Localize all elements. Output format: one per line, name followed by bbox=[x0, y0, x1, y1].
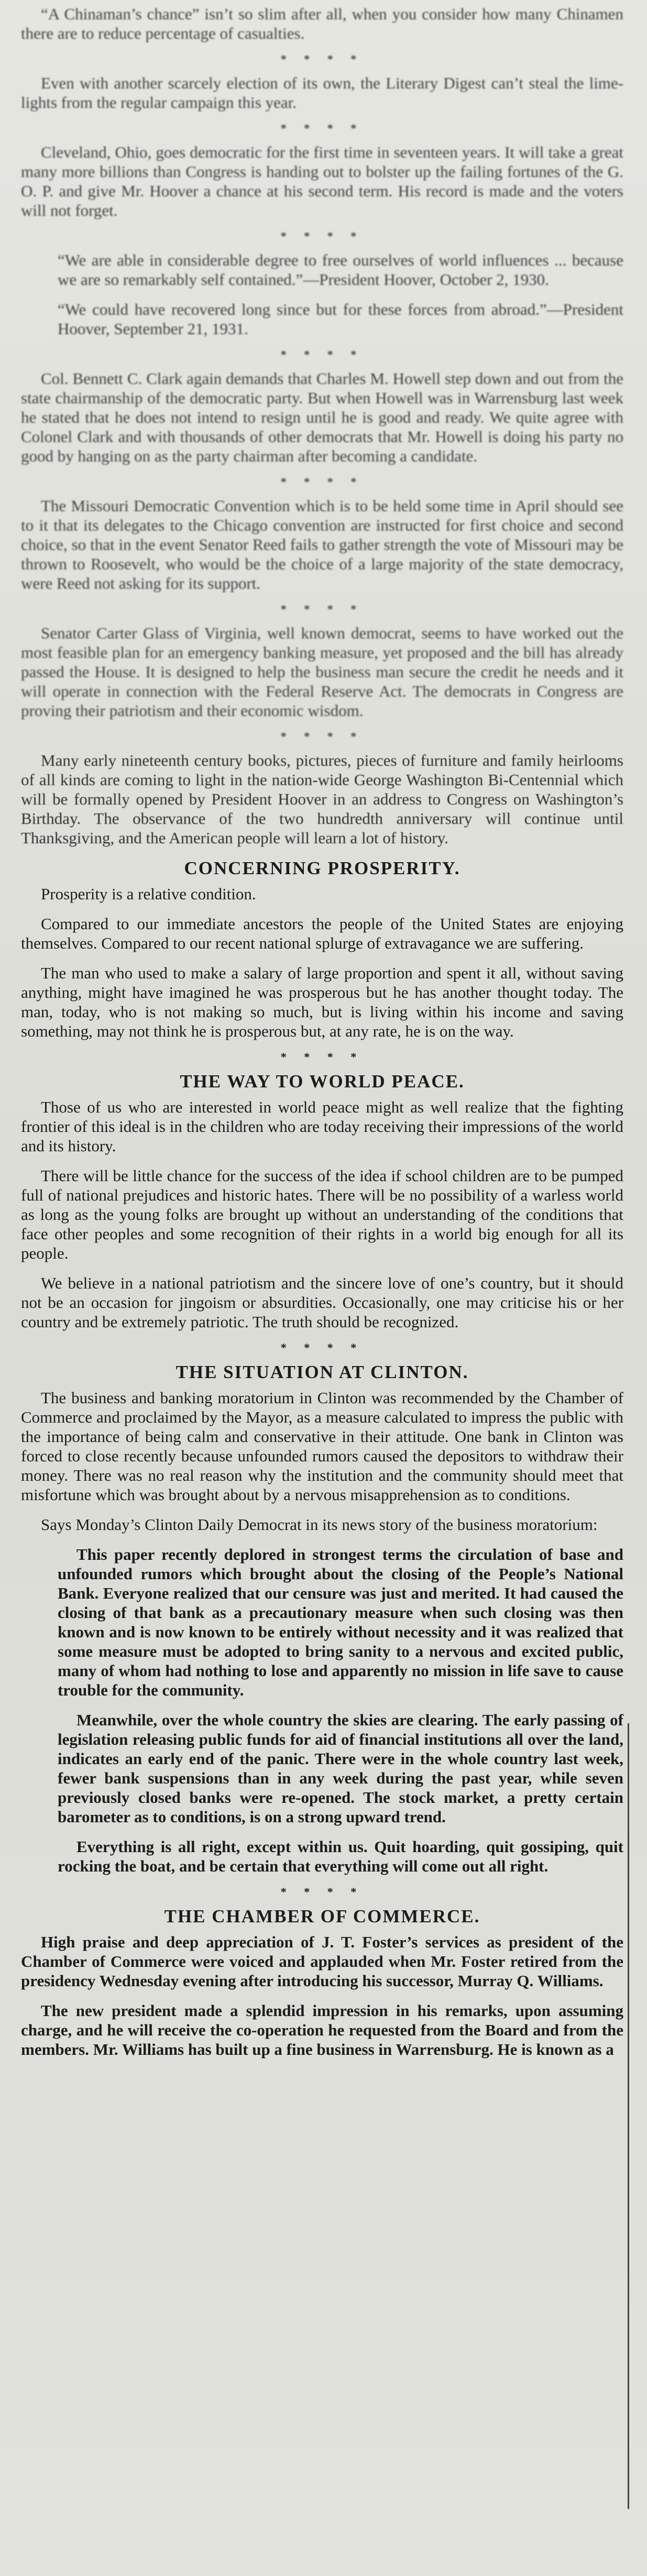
quoted-block bbox=[21, 1545, 623, 1876]
separator: * * * * bbox=[280, 1050, 364, 1063]
separator: * * * * bbox=[280, 730, 364, 743]
paragraph: “A Chinaman’s chance” isn’t so slim after all, when you consider how many Chinamen there are to reduce percentage of casualties. bbox=[21, 5, 623, 42]
paragraph: We believe in a national patriotism and the sincere love of one’s country, but it should not be an occasion for jingoism or absurdities. Occasionally, one may criticise his or her country and be extremely patriotic. The truth should be recognized. bbox=[21, 1274, 623, 1331]
quote: Meanwhile, over the whole country the skies are clearing. The early passing of legislation releasing public funds for aid of financial institutions all over the land, indicates an early end of the panic. There were in the whole country last week, fewer bank suspensions than in any week during the past year, while seven previously closed banks were re-opened. The stock market, a pretty certain barometer as to conditions, is on a strong upward trend. bbox=[58, 1711, 623, 1826]
paragraph: Says Monday’s Clinton Daily Democrat in its news story of the business moratorium: bbox=[41, 1515, 598, 1534]
separator: * * * * bbox=[280, 229, 364, 243]
separator: * * * * bbox=[280, 122, 364, 135]
headline-prosperity: CONCERNING PROSPERITY. bbox=[184, 858, 460, 878]
paragraph: There will be little chance for the success of the idea if school children are to be pumped full of national prejudices and historic hates. There will be no possibility of a warless world as long as the young folks are brought up without an understanding of the conditions that face other peoples and some recognition of their rights in a world big enough for all its people. bbox=[21, 1166, 623, 1262]
paragraph: Col. Bennett C. Clark again demands that Charles M. Howell step down and out from the state chairmanship of the democratic party. But when Howell was in Warrensburg last week he stated that he does not intend to resign until he is good and ready. We quite agree with Colonel Clark and with thousands of other democrats that Mr. Howell is doing his party no good by hanging on as the party chairman after becoming a candidate. bbox=[21, 369, 623, 465]
quote: “We are able in considerable degree to free ourselves of world influences ... because we are so remarkably self contained.”—President Hoover, October 2, 1930. bbox=[58, 251, 623, 289]
semi-legible-section bbox=[21, 751, 623, 847]
paragraph: The Missouri Democratic Convention which is to be held some time in April should see to it that its delegates to the Chicago convention are instructed for first choice and second choice, so that in the event Senator Reed fails to gather strength the vote of Missouri may be thrown to Roosevelt, who would be the choice of a large majority of the state democracy, were Reed not asking for its support. bbox=[21, 497, 623, 592]
quote: This paper recently deplored in strongest terms the circulation of base and unfounded rumors which brought about the closing of the People’s National Bank. Everyone realized that our censure was just and merited. It had caused the closing of that bank as a precautionary measure when such closing was then known and is now known to be entirely without necessity and it was realized that some measure must be adopted to bring sanity to a nervous and excited public, many of whom had nothing to lose and apparently no mission in life save to cause trouble for the community. bbox=[58, 1545, 623, 1699]
quote: “We could have recovered long since but for these forces from abroad.”—President Hoover, September 21, 1931. bbox=[58, 300, 623, 338]
paragraph: High praise and deep appreciation of J. T. Foster’s services as president of the Chamber of Commerce were voiced and applauded when Mr. Foster retired from the presidency Wednesday evening after introducing his successor, Murray Q. Williams. bbox=[21, 1933, 623, 1990]
editorial-column bbox=[21, 4, 623, 2069]
headline-clinton: THE SITUATION AT CLINTON. bbox=[176, 1362, 469, 1382]
column-rule bbox=[628, 1723, 629, 2509]
separator: * * * * bbox=[280, 475, 364, 488]
paragraph: Prosperity is a relative condition. bbox=[41, 885, 256, 903]
paragraph: Compared to our immediate ancestors the people of the United States are enjoying themselves. Compared to our recent national splurge of extravagance we are suffering. bbox=[21, 915, 623, 952]
chamber-body bbox=[21, 1932, 623, 2059]
quote: Everything is all right, except within us. Quit hoarding, quit gossiping, quit rocking the boat, and be certain that everything will come out all right. bbox=[58, 1837, 623, 1875]
paragraph: Senator Carter Glass of Virginia, well known democrat, seems to have worked out the most feasible plan for an emergency banking measure, yet proposed and the bill has already passed the House. It is designed to help the business man secure the credit he needs and it will operate in connection with the Federal Reserve Act. The democrats in Congress are proving their patriotism and their economic wisdom. bbox=[21, 624, 623, 720]
paragraph: Those of us who are interested in world peace might as well realize that the fighting frontier of this ideal is in the children who are today receiving their impressions of the world and its history. bbox=[21, 1098, 623, 1155]
paragraph: The new president made a splendid impression in his remarks, upon assuming charge, and he will receive the co-operation he requested from the Board and from the members. Mr. Williams has built up a fine business in Warrensburg. He is known as a bbox=[21, 2001, 623, 2058]
separator: * * * * bbox=[280, 1341, 364, 1354]
paragraph: Even with another scarcely election of its own, the Literary Digest can’t steal the lime-lights from the regular campaign this year. bbox=[21, 74, 623, 112]
paragraph: Cleveland, Ohio, goes democratic for the first time in seventeen years. It will take a great many more billions than Congress is handing out to bolster up the failing fortunes of the G. O. P. and give Mr. Hoover a chance at his second term. His record is made and the voters will not forget. bbox=[21, 143, 623, 219]
separator: * * * * bbox=[280, 602, 364, 615]
illegible-section bbox=[21, 4, 623, 742]
paragraph: The business and banking moratorium in Clinton was recommended by the Chamber of Commerce and proclaimed by the Mayor, as a measure calculated to impress the public with the importance of being calm and conservative in their attitude. One bank in Clinton was forced to close recently because unfounded rumors caused the depositors to withdraw their money. There was no real reason why the institution and the community should meet that misfortune which was brought about by a nervous misapprehension as to conditions. bbox=[21, 1389, 623, 1504]
separator: * * * * bbox=[280, 52, 364, 65]
headline-chamber: THE CHAMBER OF COMMERCE. bbox=[164, 1906, 480, 1927]
paragraph: Many early nineteenth century books, pictures, pieces of furniture and family heirlooms of all kinds are coming to light in the nation-wide George Washington Bi-Centennial which will be formally opened by President Hoover in an address to Congress on Washington’s Birthday. The observance of the two hundredth anniversary will continue until Thanksgiving, and the American people will learn a lot of history. bbox=[21, 751, 623, 847]
headline-world-peace: THE WAY TO WORLD PEACE. bbox=[180, 1071, 465, 1092]
separator: * * * * bbox=[280, 1885, 364, 1898]
paragraph: The man who used to make a salary of large proportion and spent it all, without saving anything, might have imagined he was prosperous but he has another thought today. The man, today, who is not making so much, but is living within his income and saving something, may not think he is prosperous but, at any rate, he is on the way. bbox=[21, 964, 623, 1040]
separator: * * * * bbox=[280, 348, 364, 361]
